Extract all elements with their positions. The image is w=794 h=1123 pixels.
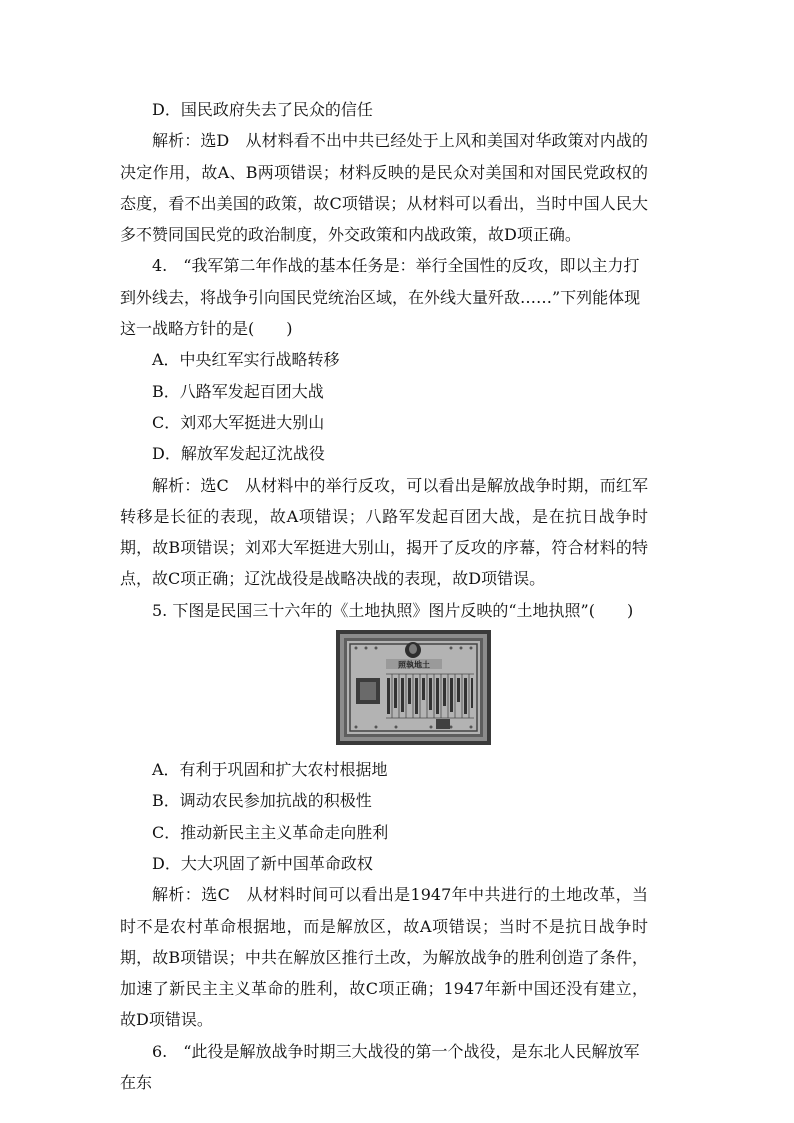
q5-stem: 5. 下图是民国三十六年的《土地执照》图片反映的“土地执照”( ) [152,600,634,620]
q4-option-a: A．中央红军实行战略转移 [152,350,340,370]
license-title: 照執地土 [398,660,430,670]
q4-option-c: C．刘邓大军挺进大别山 [152,412,325,432]
analysis-label: 解析： [152,131,201,151]
q5-option-a: A．有利于巩固和扩大农村根据地 [152,760,388,780]
q5-analysis [120,879,648,1035]
analysis-label: 解析： [152,475,201,495]
q3-analysis [120,125,648,250]
q3-option-d: D．国民政府失去了民众的信任 [152,100,373,119]
q5-option-d: D．大大巩固了新中国革命政权 [152,853,373,873]
q4-analysis [120,470,648,595]
q4-option-d: D．解放军发起辽沈战役 [152,444,325,464]
q6-stem: 6. “此役是解放战争时期三大战役的第一个战役，是东北人民解放军在东 [120,1041,640,1093]
land-license-photo-icon [336,630,491,745]
analysis-text: 选C 从材料中的举行反攻，可以看出是解放战争时期，而红军转移是长征的表现，故A项错误；八路军发起百团大战，是在抗日战争时期，故B项错误；刘邓大军挺进大别山，揭开了反攻的序幕，符合材料的特点，故C项正确；辽沈战役是战略决战的表现，故D项错误。 [120,475,648,589]
q5-option-b: B．调动农民参加抗战的积极性 [152,791,372,811]
q4-stem: 4. “我军第二年作战的基本任务是：举行全国性的反攻，即以主力打到外线去，将战争引向国民党统治区域，在外线大量歼敌……”下列能体现这一战略方针的是( ) [120,256,641,339]
document-content [120,94,648,1098]
analysis-text: 选C 从材料时间可以看出是1947年中共进行的土地改革，当时不是农村革命根据地，而是解放区，故A项错误；当时不是抗日战争时期，故B项错误；中共在解放区推行土改，为解放战争的胜利创造了条件，加速了新民主主义革命的胜利，故C项正确；1947年新中国还没有建立，故D项错误。 [120,885,648,1030]
analysis-label: 解析： [152,885,202,905]
q4-option-b: B．八路军发起百团大战 [152,381,324,401]
analysis-text: 选D 从材料看不出中共已经处于上风和美国对华政策对内战的决定作用，故A、B两项错误；材料反映的是民众对美国和对国民党政权的态度，看不出美国的政策，故C项错误；从材料可以看出，当时中国人民大多不赞同国民党的政治制度，外交政策和内战政策，故D项正确。 [120,131,648,245]
q5-figure [120,626,648,754]
q5-option-c: C．推动新民主主义革命走向胜利 [152,822,389,842]
